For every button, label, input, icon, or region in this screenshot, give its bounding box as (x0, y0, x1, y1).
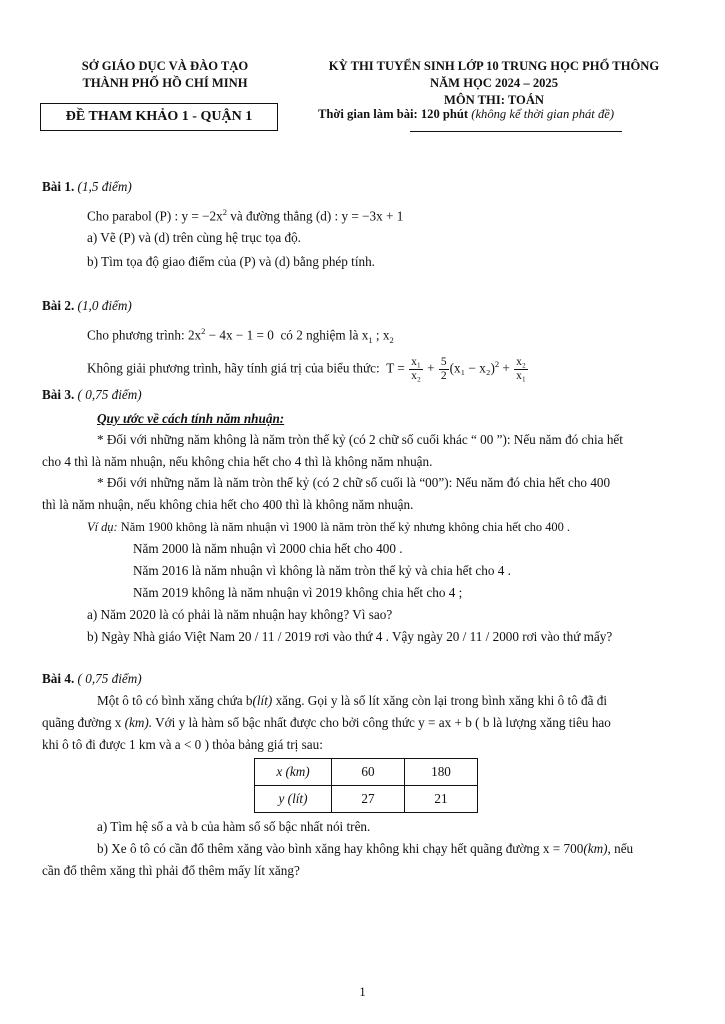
bai2-instruction: Không giải phương trình, hãy tính giá trị của biểu thức: (87, 360, 380, 376)
bai3-part-b: b) Ngày Nhà giáo Việt Nam 20 / 11 / 2019 rơi vào thứ 4 . Vậy ngày 20 / 11 / 2000 rơi vào thứ mấy? (87, 629, 613, 644)
difference-term: (x₁ − x₂) (449, 360, 495, 376)
unit-lit: (lít) (252, 693, 273, 708)
quadratic-lead: 2x (187, 327, 202, 343)
table-cell: 180 (405, 759, 478, 786)
table-cell: 60 (332, 759, 405, 786)
fraction-5-2 (439, 356, 449, 383)
frac1-den: x₂ (411, 369, 421, 382)
table-header-x: x (km) (255, 759, 332, 786)
bai4-part-a: a) Tìm hệ số a và b của hàm số số bậc nhất nói trên. (97, 819, 371, 834)
bai2-text-b: có 2 nghiệm là (280, 327, 359, 343)
bai3-title: Bài 3. (42, 387, 75, 402)
unit-km-2: (km) (583, 841, 608, 856)
bai2-heading (42, 297, 132, 315)
header-underline (410, 131, 622, 132)
line-equation: (d) : y = −3x + 1 (315, 208, 404, 224)
department-line1: SỞ GIÁO DỤC VÀ ĐÀO TẠO (81, 59, 249, 73)
frac2-den: 2 (440, 369, 447, 382)
bai3-part-a: a) Năm 2020 là có phải là năm nhuận hay không? Vì sao? (87, 607, 393, 622)
time-line (318, 107, 614, 122)
root-sub2: 2 (389, 335, 394, 346)
bai4-text-d: quãng đường x (42, 715, 125, 730)
table-row (255, 786, 478, 813)
bai1-text-a: Cho parabol (87, 208, 152, 224)
frac2-num: 5 (440, 355, 447, 368)
department-header (40, 58, 290, 92)
rule1-line2: cho 4 thì là năm nhuận, nếu không chia hết cho 4 thì là không năm nhuận. (42, 454, 433, 469)
reference-exam-label: ĐỀ THAM KHẢO 1 - QUẬN 1 (65, 109, 253, 124)
value-table (254, 758, 478, 813)
root-sub1: 1 (368, 335, 373, 346)
parabol-exponent: 2 (222, 207, 227, 217)
bai4-part-b-line2: cần đổ thêm xăng thì phải đổ thêm mấy lít xăng? (42, 863, 300, 878)
plus-sign: + (427, 360, 435, 376)
rule1-line1: * Đối với những năm không là năm tròn thế kỷ (có 2 chữ số cuối khác “ 00 ”): Nếu năm đó chia hết (97, 432, 623, 447)
reference-exam-box (40, 103, 278, 131)
bai4-title: Bài 4. (42, 671, 75, 686)
bai4-text-e: Với y là hàm số bậc nhất được cho bởi công thức y = ax + b ( b là lượng xăng tiêu hao (152, 715, 611, 730)
bai4-b-text: b) Xe ô tô có cần đổ thêm xăng vào bình xăng hay không khi chạy hết quãng đường x = 700 (97, 841, 584, 856)
table-cell: 21 (405, 786, 478, 813)
bai3-points: ( 0,75 điểm) (77, 387, 142, 402)
exam-header (298, 58, 690, 109)
example-1900: Năm 1900 không là năm nhuận vì 1900 là năm tròn thế kỷ nhưng không chia hết cho 400 . (120, 520, 571, 534)
bai2-line1 (87, 322, 394, 349)
bai1-part-b: b) Tìm tọa độ giao điểm của (P) và (d) bằng phép tính. (87, 254, 375, 269)
time-bold: Thời gian làm bài: 120 phút (318, 107, 469, 121)
subject: MÔN THI: TOÁN (443, 93, 545, 107)
frac1-num: x₁ (411, 355, 421, 368)
bai1-text-b: và đường thẳng (230, 208, 313, 224)
expr-T: T = (386, 360, 405, 376)
table-header-y: y (lít) (255, 786, 332, 813)
leap-year-rule-heading: Quy ước về cách tính năm nhuận: (97, 411, 285, 426)
bai4-heading (42, 670, 142, 688)
root-x: x (361, 327, 369, 343)
difference-exponent: 2 (494, 359, 500, 369)
bai2-title: Bài 2. (42, 298, 75, 313)
frac3-den: x₁ (516, 369, 526, 382)
bai3-heading (42, 386, 142, 404)
bai4-points: ( 0,75 điểm) (77, 671, 142, 686)
quadratic-exponent: 2 (201, 326, 206, 336)
table-cell: 27 (332, 786, 405, 813)
unit-km: (km). (124, 715, 153, 730)
rule2-line1: * Đối với những năm là năm tròn thế kỷ (có 2 chữ số cuối là “00”): Nếu năm đó chia hết cho 400 (97, 475, 611, 490)
bai4-line1 (97, 692, 607, 710)
example-2019: Năm 2019 không là năm nhuận vì 2019 không chia hết cho 4 ; (133, 585, 463, 600)
example-label: Ví dụ: (87, 520, 118, 534)
example-2016: Năm 2016 là năm nhuận vì không là năm tròn thế kỷ và chia hết cho 4 . (133, 563, 511, 578)
fraction-x1-x2 (409, 356, 423, 383)
quadratic-rest: − 4x − 1 = 0 (205, 327, 274, 343)
bai2-text-a: Cho phương trình: (87, 327, 185, 343)
bai1-points: (1,5 điểm) (77, 179, 132, 194)
bai2-line2 (87, 347, 529, 385)
page-number: 1 (359, 984, 366, 999)
example-2000: Năm 2000 là năm nhuận vì 2000 chia hết cho 400 . (133, 541, 403, 556)
rule2-line2: thì là năm nhuận, nếu không chia hết cho 400 thì là không năm nhuận. (42, 497, 414, 512)
bai4-text-a: Một ô tô có bình xăng chứa b (97, 693, 253, 708)
bai4-line3: khi ô tô đi được 1 km và a < 0 ) thỏa bảng giá trị sau: (42, 737, 323, 752)
bai4-b-tail: , nếu (607, 841, 634, 856)
bai1-part-a: a) Vẽ (P) và (d) trên cùng hệ trục tọa độ. (87, 230, 301, 245)
bai2-points: (1,0 điểm) (77, 298, 132, 313)
bai4-part-b (97, 840, 633, 858)
bai1-title: Bài 1. (42, 179, 75, 194)
parabol-equation: (P) : y = −2x (155, 208, 223, 224)
bai1-line1 (87, 203, 403, 225)
bai1-heading (42, 178, 132, 196)
frac3-num: x₂ (516, 355, 526, 368)
exam-title: KỲ THI TUYỂN SINH LỚP 10 TRUNG HỌC PHỔ THÔNG (328, 59, 660, 73)
time-note: (không kể thời gian phát đề) (471, 107, 615, 121)
bai4-text-c: xăng. Gọi y là số lít xăng còn lại trong bình xăng khi ô tô đã đi (272, 693, 608, 708)
example-line1 (87, 518, 570, 536)
fraction-x2-x1 (514, 356, 528, 383)
root-sep: ; x (372, 327, 390, 343)
plus-sign-2: + (502, 360, 510, 376)
table-row (255, 759, 478, 786)
school-year: NĂM HỌC 2024 – 2025 (429, 76, 559, 90)
department-line2: THÀNH PHỐ HỒ CHÍ MINH (82, 76, 248, 90)
bai4-line2 (42, 714, 611, 732)
